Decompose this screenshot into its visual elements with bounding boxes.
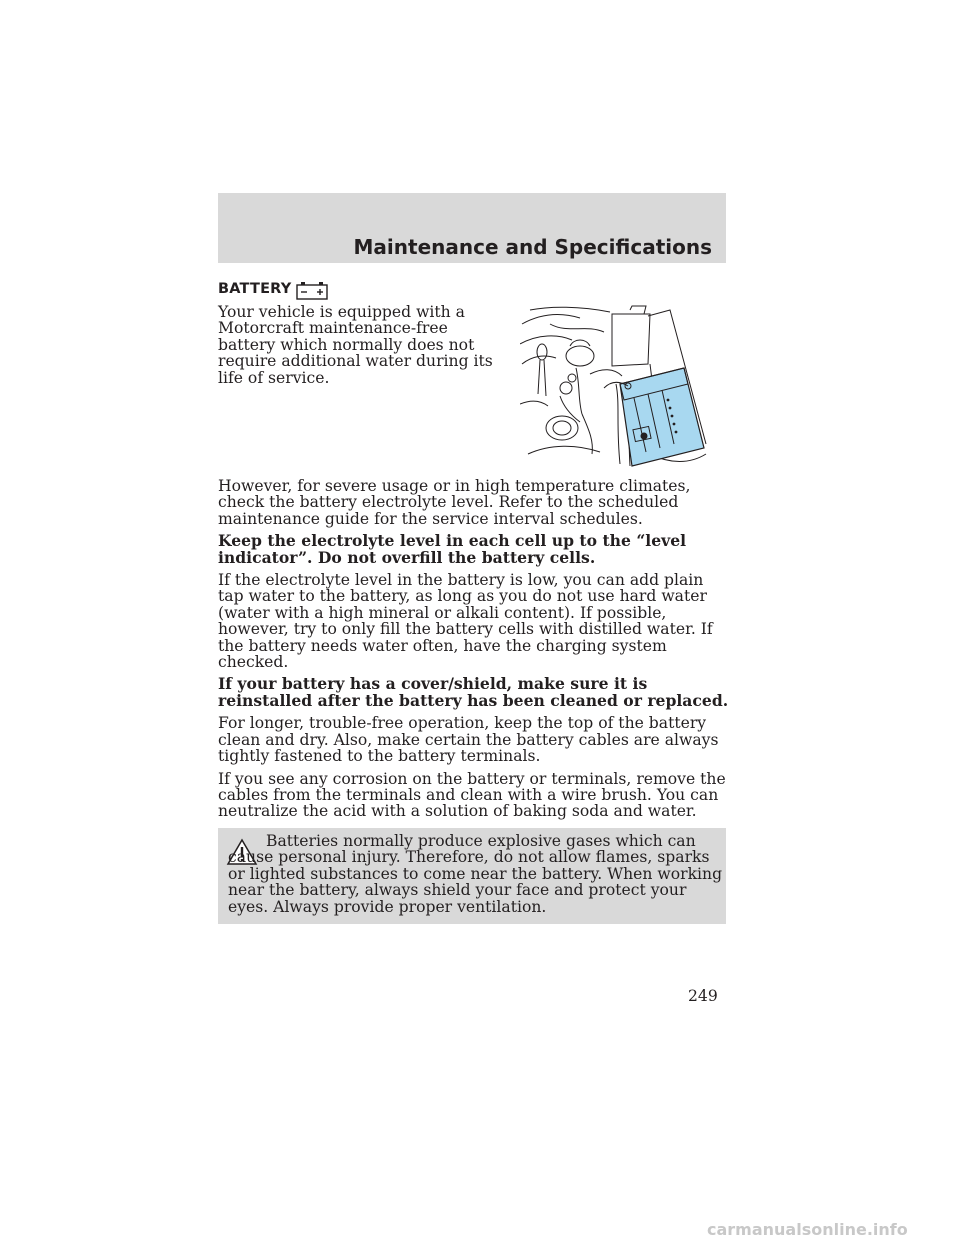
battery-heading: BATTERY	[218, 281, 292, 297]
section-title: Maintenance and Specifications	[353, 235, 712, 259]
header-band	[218, 193, 726, 263]
body-text	[218, 478, 730, 826]
watermark: carmanualsonline.info	[707, 1220, 908, 1239]
battery-icon	[296, 280, 328, 300]
paragraph-cover-shield: If your battery has a cover/shield, make sure it is reinstalled after the battery has been cleaned or replaced.	[218, 674, 729, 710]
warning-text: Batteries normally produce explosive gases which can cause personal injury. Therefore, do not allow flames, sparks or lighted substances to come near the battery. When working near the battery, always shield your face and protect your eyes. Always provide proper ventilation.	[228, 832, 723, 916]
warning-box	[218, 828, 726, 924]
paragraph-level-indicator: Keep the electrolyte level in each cell up to the “level indicator”. Do not overfill the battery cells.	[218, 531, 687, 567]
battery-location-illustration	[520, 304, 710, 470]
page-number: 249	[688, 987, 718, 1005]
paragraph-corrosion: If you see any corrosion on the battery or terminals, remove the cables from the terminals and clean with a wire brush. You can neutralize the acid with a solution of baking soda and water.	[218, 769, 726, 821]
paragraph-add-water: If the electrolyte level in the battery is low, you can add plain tap water to the battery, as long as you do not use hard water (water with a high mineral or alkali content). If possible, however, try to only fill the battery cells with distilled water. If the battery needs water often, have the charging system checked.	[218, 571, 713, 672]
intro-paragraph: Your vehicle is equipped with a Motorcraft maintenance-free battery which normally does not require additional water during its life of service.	[218, 303, 493, 387]
paragraph-check-electrolyte: However, for severe usage or in high temperature climates, check the battery electrolyte level. Refer to the scheduled maintenance guide for the service interval schedules.	[218, 477, 691, 528]
paragraph-keep-clean: For longer, trouble-free operation, keep the top of the battery clean and dry. Also, make certain the battery cables are always tightly fastened to the battery terminals.	[218, 714, 719, 766]
